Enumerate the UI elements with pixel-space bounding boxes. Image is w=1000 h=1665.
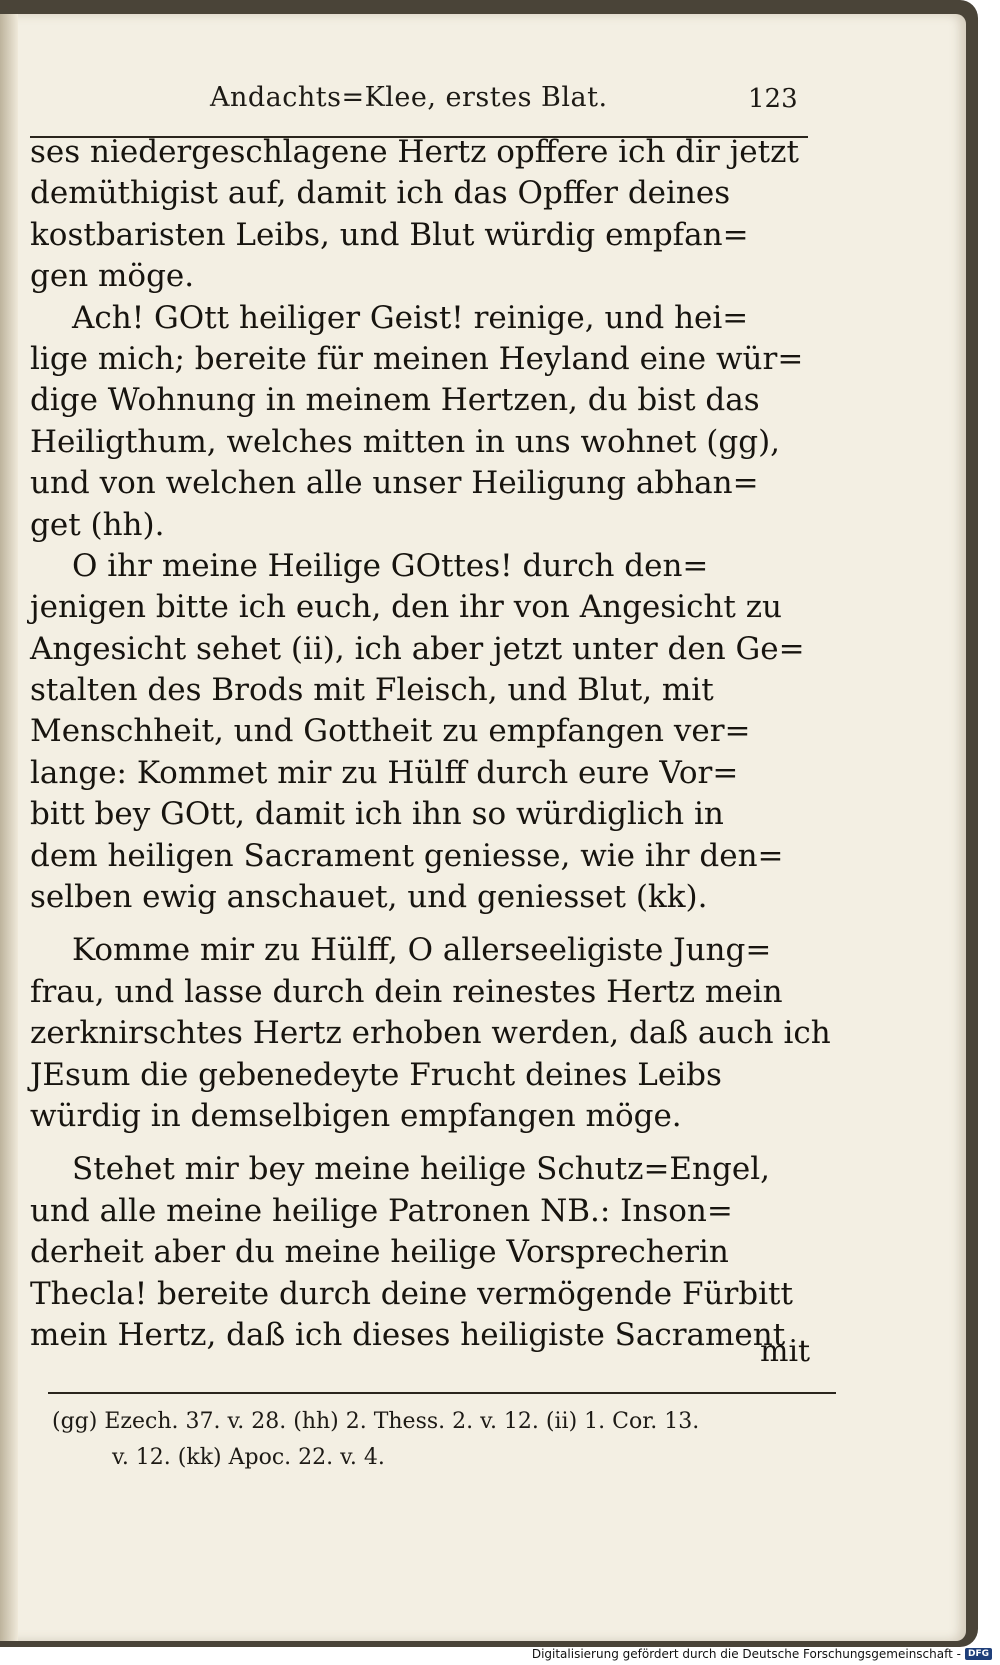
text-line: gen möge.: [30, 258, 195, 295]
text-line: Stehet mir bey meine heilige Schutz=Engel,: [72, 1151, 770, 1188]
text-line: jenigen bitte ich euch, den ihr von Angesicht zu: [30, 589, 783, 626]
text-line: Ach! GOtt heiliger Geist! reinige, und hei=: [72, 299, 749, 336]
text-line: selben ewig anschauet, und geniesset (kk).: [30, 879, 708, 916]
text-line: stalten des Brods mit Fleisch, und Blut, mit: [30, 672, 714, 709]
footnote-rule: [48, 1392, 836, 1394]
paragraph-gap: [30, 1137, 850, 1149]
text-line: kostbaristen Leibs, und Blut würdig empfan=: [30, 216, 749, 253]
footnote-line: v. 12. (kk) Apoc. 22. v. 4.: [112, 1445, 385, 1470]
text-line: derheit aber du meine heilige Vorsprecherin: [30, 1234, 729, 1271]
footnotes: [52, 1404, 872, 1476]
text-line: demüthigist auf, damit ich das Opffer deines: [30, 175, 731, 212]
footnote-line: (gg) Ezech. 37. v. 28. (hh) 2. Thess. 2. v. 12. (ii) 1. Cor. 13.: [52, 1409, 700, 1434]
text-line: O ihr meine Heilige GOttes! durch den=: [72, 547, 709, 584]
text-line: get (hh).: [30, 506, 165, 543]
text-line: Menschheit, und Gottheit zu empfangen ver=: [30, 713, 751, 750]
text-line: lige mich; bereite für meinen Heyland eine wür=: [30, 340, 804, 377]
text-line: würdig in demselbigen empfangen möge.: [30, 1097, 682, 1134]
text-line: JEsum die gebenedeyte Frucht deines Leibs: [30, 1056, 722, 1093]
text-line: Angesicht sehet (ii), ich aber jetzt unter den Ge=: [30, 630, 805, 667]
page-number: 123: [748, 84, 798, 114]
page-gutter: [0, 14, 18, 1641]
text-line: zerknirschtes Hertz erhoben werden, daß auch ich: [30, 1015, 831, 1052]
running-head: Andachts=Klee, erstes Blat.: [210, 82, 608, 113]
catchword: mit: [760, 1334, 811, 1369]
dfg-logo: DFG: [965, 1648, 992, 1660]
text-line: Komme mir zu Hülff, O allerseeligiste Jung=: [72, 932, 772, 969]
paragraph-gap: [30, 918, 850, 930]
text-line: dem heiligen Sacrament geniesse, wie ihr den=: [30, 837, 784, 874]
text-line: lange: Kommet mir zu Hülff durch eure Vor=: [30, 754, 739, 791]
text-line: Thecla! bereite durch deine vermögende Fürbitt: [30, 1275, 793, 1312]
text-line: mein Hertz, daß ich dieses heiligiste Sacrament: [30, 1316, 786, 1353]
digitization-credit: [532, 1647, 992, 1661]
text-line: frau, und lasse durch dein reinestes Hertz mein: [30, 973, 783, 1010]
body-text: [30, 132, 850, 1356]
text-line: und alle meine heilige Patronen NB.: Inson=: [30, 1192, 733, 1229]
credit-text: Digitalisierung gefördert durch die Deutsche Forschungsgemeinschaft -: [531, 1647, 961, 1661]
text-line: Heiligthum, welches mitten in uns wohnet (gg),: [30, 423, 781, 460]
text-line: bitt bey GOtt, damit ich ihn so würdiglich in: [30, 796, 724, 833]
text-line: ses niedergeschlagene Hertz opffere ich dir jetzt: [30, 134, 799, 170]
text-line: und von welchen alle unser Heiligung abhan=: [30, 465, 759, 502]
text-line: dige Wohnung in meinem Hertzen, du bist das: [30, 382, 760, 419]
